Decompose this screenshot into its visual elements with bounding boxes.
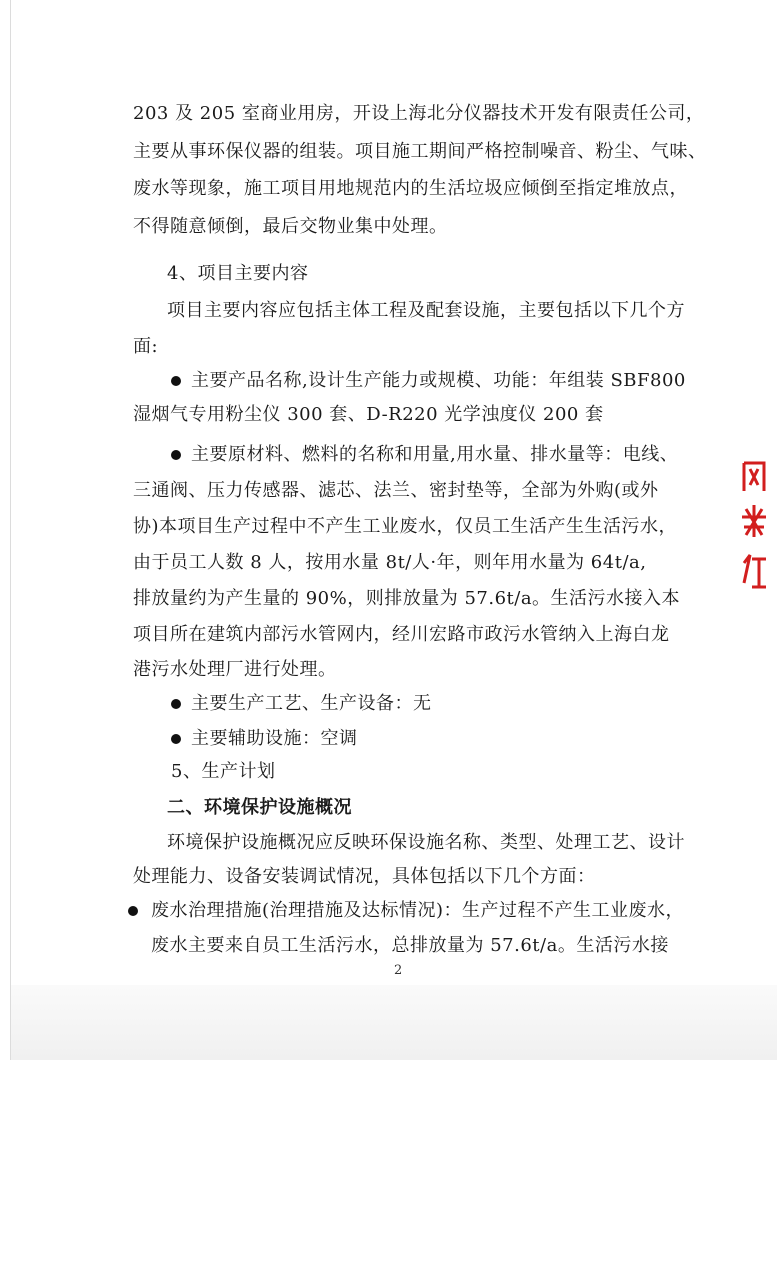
text-line: 废水主要来自员工生活污水，总排放量为 57.6t/a。生活污水接 — [151, 935, 669, 956]
text-line: 三通阀、压力传感器、滤芯、法兰、密封垫等，全部为外购(或外 — [133, 480, 659, 501]
bullet-icon — [128, 906, 138, 916]
bullet-text: 主要生产工艺、生产设备：无 — [191, 693, 432, 714]
text-line: 203 及 205 室商业用房，开设上海北分仪器技术开发有限责任公司， — [133, 103, 705, 124]
text-line: 环境保护设施概况应反映环保设施名称、类型、处理工艺、设计 — [167, 832, 685, 853]
section-heading: 5、生产计划 — [171, 761, 276, 782]
bullet-text: 主要产品名称,设计生产能力或规模、功能：年组装 SBF800 — [191, 370, 686, 391]
document-page — [10, 0, 777, 1060]
bullet-icon — [171, 450, 181, 460]
text-line: 处理能力、设备安装调试情况，具体包括以下几个方面： — [133, 866, 596, 887]
bullet-icon — [171, 734, 181, 744]
text-line: 面: — [133, 336, 159, 357]
bullet-text: 废水治理措施(治理措施及达标情况)：生产过程不产生工业废水， — [151, 900, 685, 921]
text-line: 湿烟气专用粉尘仪 300 套、D-R220 光学浊度仪 200 套 — [133, 404, 604, 425]
text-line: 由于员工人数 8 人，按用水量 8t/人·年，则年用水量为 64t/a, — [133, 552, 647, 573]
text-line: 废水等现象，施工项目用地规范内的生活垃圾应倾倒至指定堆放点， — [133, 178, 688, 199]
text-line: 港污水处理厂进行处理。 — [133, 659, 337, 680]
chapter-heading: 二、环境保护设施概况 — [167, 797, 352, 818]
bullet-text: 主要辅助设施：空调 — [191, 728, 358, 749]
text-line: 项目所在建筑内部污水管网内，经川宏路市政污水管纳入上海白龙 — [133, 624, 670, 645]
bullet-text: 主要原材料、燃料的名称和用量,用水量、排水量等：电线、 — [191, 444, 679, 465]
text-line: 主要从事环保仪器的组装。项目施工期间严格控制噪音、粉尘、气味、 — [133, 141, 707, 162]
text-line: 协)本项目生产过程中不产生工业废水，仅员工生活产生生活污水， — [133, 516, 678, 537]
bullet-icon — [171, 376, 181, 386]
page-bottom-shade — [11, 985, 777, 1060]
bullet-icon — [171, 699, 181, 709]
section-heading: 4、项目主要内容 — [167, 263, 309, 284]
seal-stamp — [738, 455, 770, 607]
text-line: 项目主要内容应包括主体工程及配套设施，主要包括以下几个方 — [167, 300, 685, 321]
text-line: 不得随意倾倒，最后交物业集中处理。 — [133, 216, 448, 237]
page-number: 2 — [394, 963, 403, 978]
text-line: 排放量约为产生量的 90%，则排放量为 57.6t/a。生活污水接入本 — [133, 588, 681, 609]
